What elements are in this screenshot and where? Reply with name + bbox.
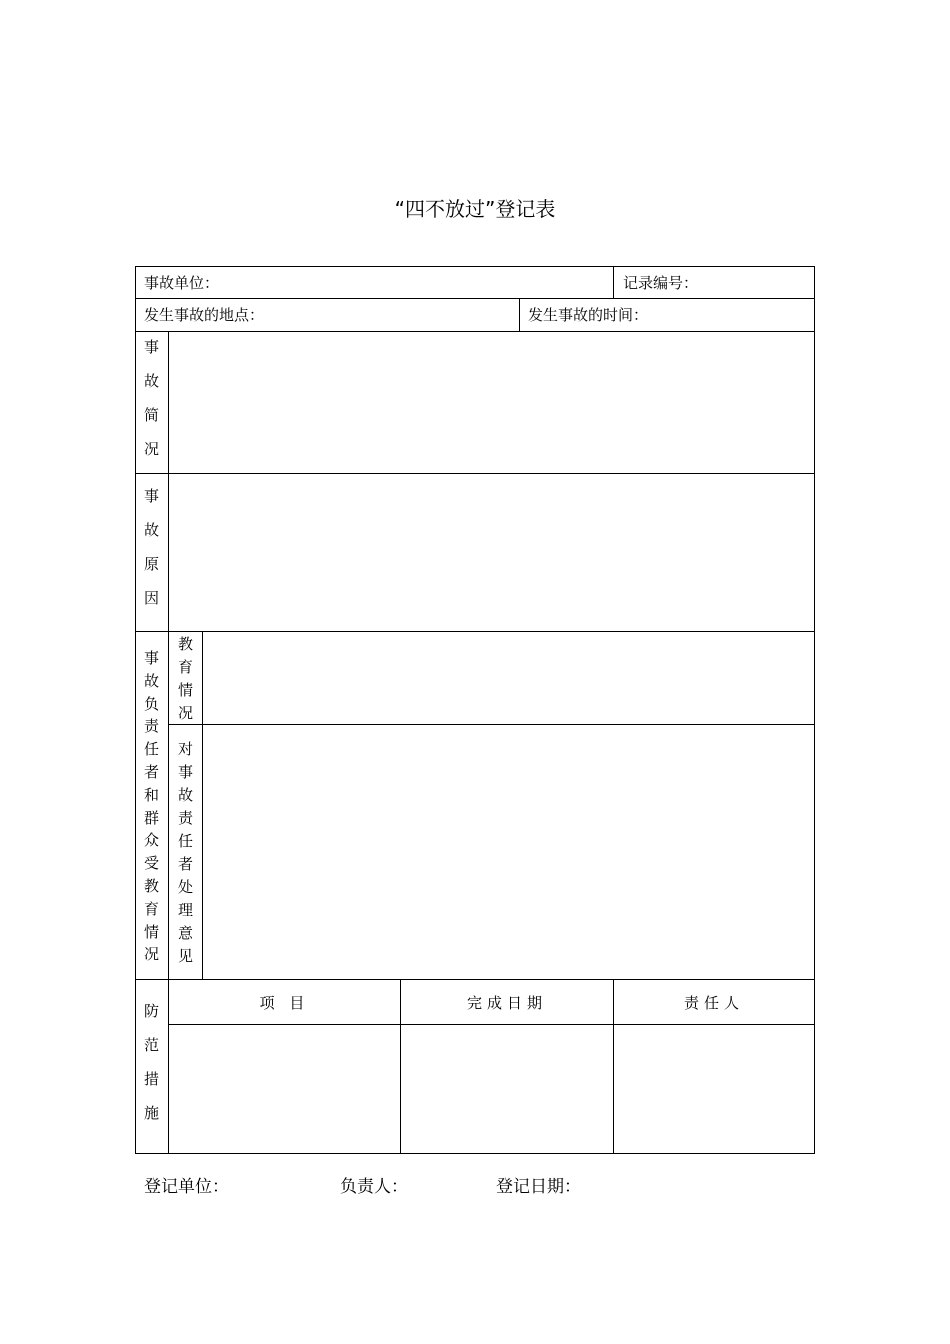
education-label: 教 育 情 况: [177, 635, 193, 722]
border-bottom: [135, 1153, 815, 1154]
border-right: [814, 266, 815, 1154]
header-completion-date: 完成日期: [466, 994, 547, 1012]
row-divider: [135, 331, 815, 332]
row-divider: [135, 298, 815, 299]
col-divider: [519, 298, 520, 331]
unit-label: 事故单位：: [144, 274, 220, 292]
header-divider: [168, 1024, 815, 1025]
footer-person-in-charge: 负责人：: [340, 1177, 408, 1197]
col-divider: [613, 266, 614, 298]
prevention-label: 防 范 措 施: [143, 1002, 159, 1122]
handling-label: 对 事 故 责 任 者 处 理 意 见: [177, 740, 193, 965]
header-item: 项 目: [259, 994, 310, 1012]
registration-form: [135, 266, 815, 1154]
row-divider: [168, 724, 815, 725]
location-label: 发生事故的地点：: [144, 306, 265, 324]
row-divider: [135, 631, 815, 632]
row-divider: [135, 473, 815, 474]
time-label: 发生事故的时间：: [528, 306, 649, 324]
footer-reg-date: 登记日期：: [496, 1177, 581, 1197]
form-title: “四不放过”登记表: [394, 197, 556, 221]
summary-label: 事 故 简 况: [143, 338, 159, 458]
footer-reg-unit: 登记单位：: [144, 1177, 229, 1197]
record-no-label: 记录编号：: [623, 274, 699, 292]
border-top: [135, 266, 815, 267]
row-divider: [135, 979, 815, 980]
header-responsible-person: 责任人: [683, 994, 744, 1012]
cause-label: 事 故 原 因: [143, 487, 159, 607]
responsibility-label: 事 故 负 责 任 者 和 群 众 受 教 育 情 况: [143, 649, 159, 964]
sub-label-divider: [202, 631, 203, 979]
